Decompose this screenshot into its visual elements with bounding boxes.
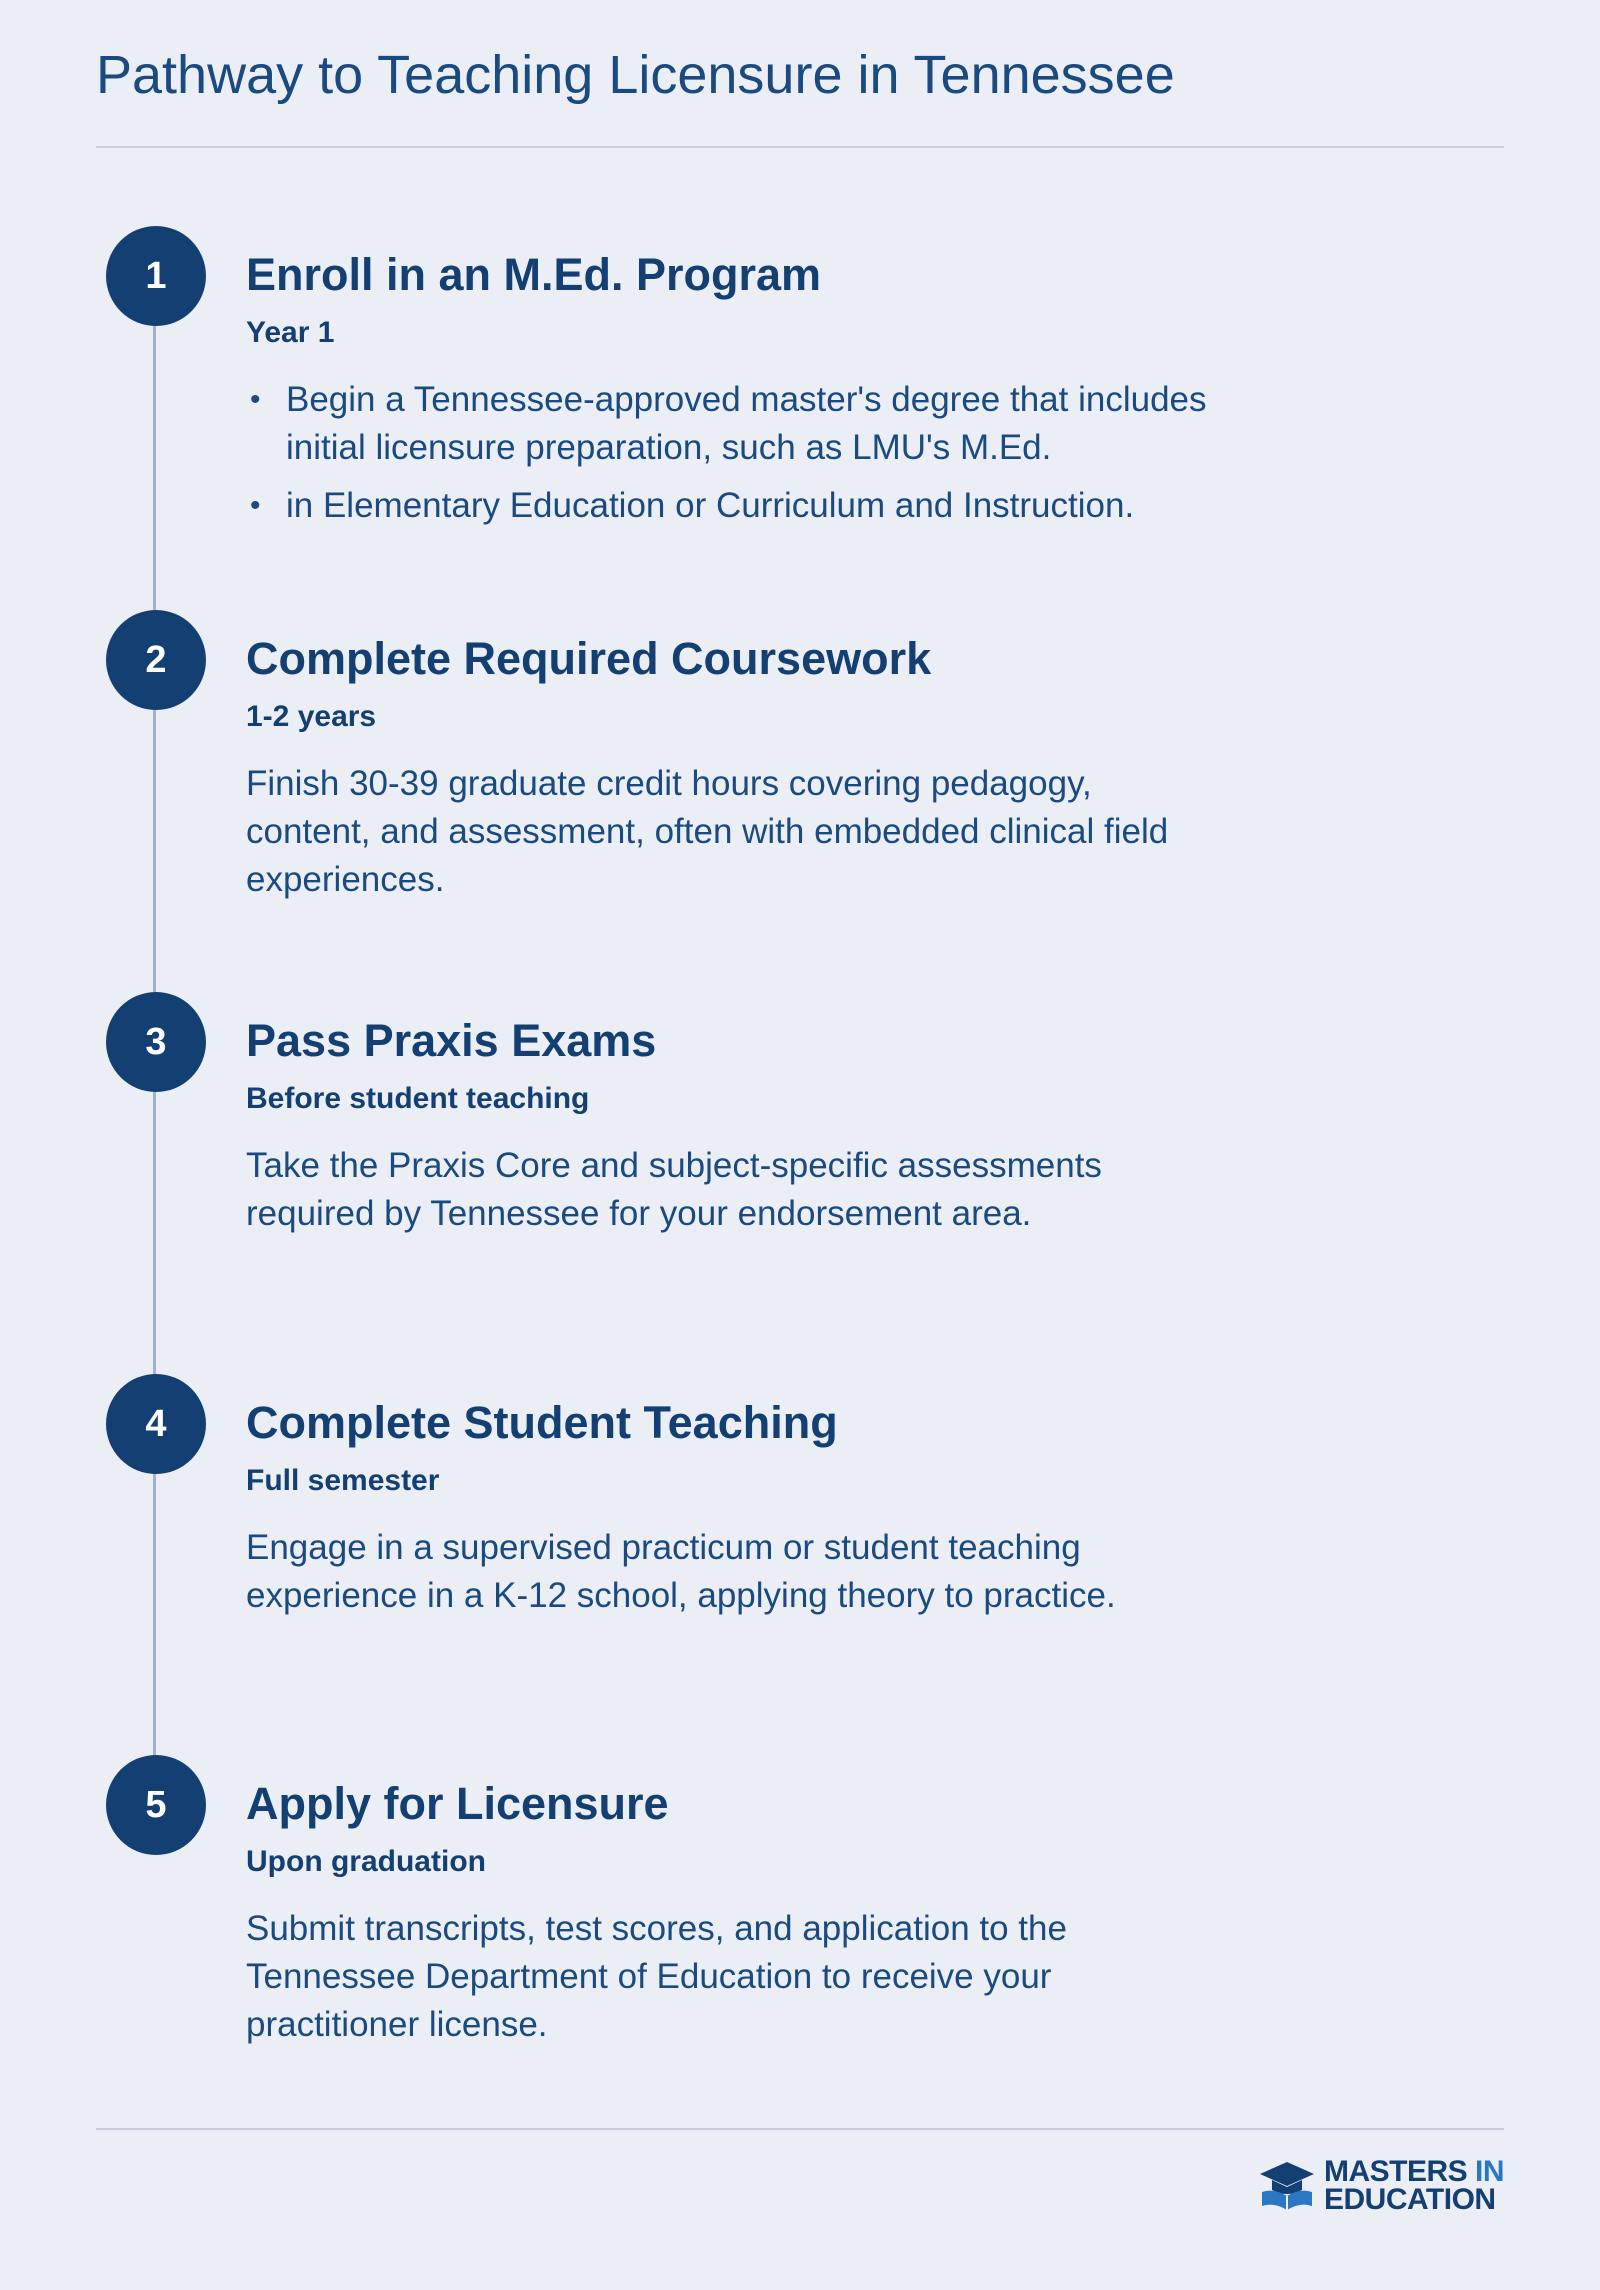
step-content [246, 632, 1226, 904]
graduation-cap-book-icon [1258, 2160, 1316, 2212]
masters-in-education-logo [1258, 2155, 1504, 2216]
step-description: Submit transcripts, test scores, and application to the Tennessee Department of Education to receive your practitioner license. [246, 1909, 1067, 2044]
step-duration: Year 1 [246, 316, 335, 349]
step-duration: Full semester [246, 1464, 440, 1497]
step-number-badge: 4 [106, 1374, 206, 1474]
step-bullet-list [246, 376, 1226, 530]
step-content [246, 248, 1226, 540]
step-content [246, 1014, 1226, 1238]
step-content [246, 1396, 1226, 1620]
step-title: Enroll in an M.Ed. Program [246, 249, 822, 300]
step-title: Complete Required Coursework [246, 633, 932, 684]
bottom-divider [96, 2128, 1504, 2130]
logo-wordmark: MASTERS IN EDUCATION [1323, 2155, 1504, 2216]
step-content [246, 1777, 1226, 2049]
step-duration: 1-2 years [246, 700, 377, 733]
step-number-badge: 3 [106, 992, 206, 1092]
step-description: Finish 30-39 graduate credit hours covering pedagogy, content, and assessment, often with embedded clinical field experiences. [246, 764, 1169, 899]
step-duration: Before student teaching [246, 1082, 590, 1115]
page-title: Pathway to Teaching Licensure in Tennessee [96, 45, 1175, 105]
bullet-icon: • [250, 489, 261, 522]
step-description: Engage in a supervised practicum or student teaching experience in a K-12 school, applying theory to practice. [246, 1528, 1116, 1615]
step-description: Take the Praxis Core and subject-specific assessments required by Tennessee for your endorsement area. [246, 1146, 1102, 1233]
step-number-badge: 5 [106, 1755, 206, 1855]
step-title: Complete Student Teaching [246, 1397, 838, 1448]
step-number-badge: 1 [106, 226, 206, 326]
step-title: Pass Praxis Exams [246, 1015, 657, 1066]
top-divider [96, 146, 1504, 148]
step-title: Apply for Licensure [246, 1778, 669, 1829]
list-item: • Begin a Tennessee-approved master's degree that includes initial licensure preparation, such as LMU's M.Ed. [246, 376, 1226, 472]
step-duration: Upon graduation [246, 1845, 486, 1878]
bullet-icon: • [250, 383, 261, 416]
step-number-badge: 2 [106, 610, 206, 710]
list-item: • in Elementary Education or Curriculum and Instruction. [246, 482, 1226, 530]
